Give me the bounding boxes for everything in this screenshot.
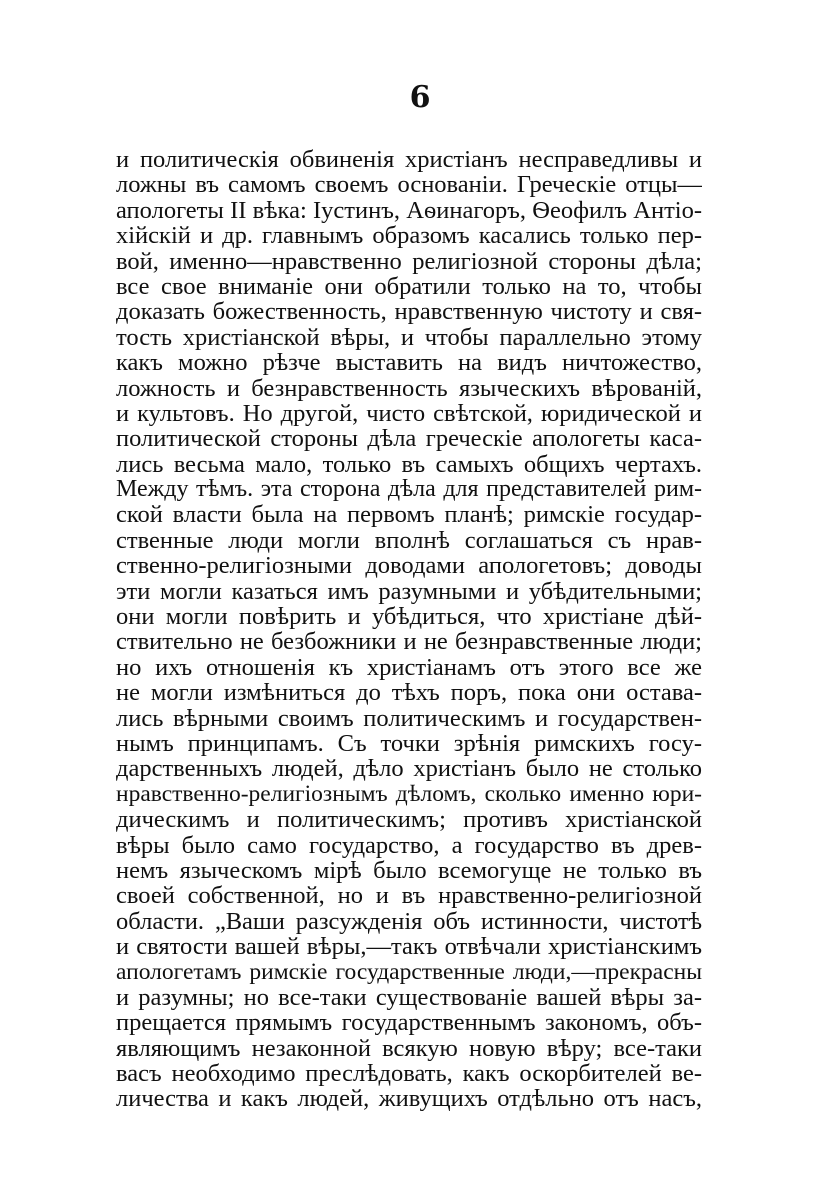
text-line: ложны въ самомъ своемъ основанiи. Греческiе отцы— bbox=[116, 172, 702, 198]
text-line: лись весьма мало, только въ самыхъ общихъ чертахъ. bbox=[116, 451, 702, 478]
text-line: и культовъ. Но другой, чисто свѣтской, юридической и bbox=[116, 400, 702, 427]
text-line: нравственно-религiознымъ дѣломъ, сколько именно юри- bbox=[116, 781, 702, 807]
text-line: ственные люди могли вполнѣ соглашаться съ нрав- bbox=[116, 527, 702, 554]
text-line: дическимъ и политическимъ; противъ христiанской bbox=[116, 807, 702, 833]
text-line: нымъ принципамъ. Съ точки зрѣнiя римскихъ госу- bbox=[116, 730, 702, 757]
text-line: своей собственной, но и въ нравственно-религiозной bbox=[116, 883, 702, 909]
text-line: они могли повѣрить и убѣдиться, что христiане дѣй- bbox=[116, 604, 702, 630]
text-line: Между тѣмъ. эта сторона дѣла для представителей рим- bbox=[116, 477, 702, 503]
text-line: не могли измѣниться до тѣхъ поръ, пока они остава- bbox=[116, 680, 702, 706]
text-line: апологетамъ римскiе государственные люди,—прекрасны bbox=[116, 959, 702, 985]
text-line: личества и какъ людей, живущихъ отдѣльно отъ насъ, bbox=[116, 1086, 702, 1112]
text-line: прещается прямымъ государственнымъ закономъ, объ- bbox=[116, 1010, 702, 1036]
text-line: ской власти была на первомъ планѣ; римскiе государ- bbox=[116, 502, 702, 528]
text-line: вѣры было само государство, а государство въ древ- bbox=[116, 832, 702, 858]
text-line: политической стороны дѣла греческiе апологеты каса- bbox=[116, 426, 702, 452]
text-line: тость христiанской вѣры, и чтобы параллельно этому bbox=[116, 324, 702, 351]
text-line: но ихъ отношенiя къ христiанамъ отъ этого все же bbox=[116, 654, 702, 681]
text-line: вой, именно—нравственно религiозной стороны дѣла; bbox=[116, 248, 702, 274]
text-line: и разумны; но все-таки существованiе вашей вѣры за- bbox=[116, 984, 702, 1011]
text-line: немъ языческомъ мiрѣ было всемогуще не только въ bbox=[116, 857, 702, 884]
text-line: лись вѣрными своимъ политическимъ и государствен- bbox=[116, 705, 702, 731]
text-line: дарственныхъ людей, дѣло христiанъ было не столько bbox=[116, 756, 702, 782]
text-line: и политическiя обвиненiя христiанъ несправедливы и bbox=[116, 147, 702, 173]
text-line: все свое вниманiе они обратили только на то, чтобы bbox=[116, 273, 702, 300]
text-line: доказать божественность, нравственную чистоту и свя- bbox=[116, 299, 702, 325]
text-line: какъ можно рѣзче выставить на видъ ничтожество, bbox=[116, 350, 702, 376]
text-line: ственно-религiозными доводами апологетовъ; доводы bbox=[116, 553, 702, 579]
text-line: васъ необходимо преслѣдовать, какъ оскорбителей ве- bbox=[116, 1061, 702, 1087]
text-line: области. „Ваши разсужденiя объ истинности, чистотѣ bbox=[116, 908, 702, 935]
body-text bbox=[116, 147, 702, 1112]
text-line: ложность и безнравственность языческихъ вѣрованiй, bbox=[116, 375, 702, 401]
text-line: являющимъ незаконной всякую новую вѣру; все-таки bbox=[116, 1035, 702, 1062]
text-line: и святости вашей вѣры,—такъ отвѣчали христiанскимъ bbox=[116, 934, 702, 960]
text-line: ствительно не безбожники и не безнравственные люди; bbox=[116, 629, 702, 655]
text-line: апологеты II вѣка: Iустинъ, Аѳинагоръ, Ѳеофилъ Антiо- bbox=[116, 197, 702, 224]
text-line: хiйскiй и др. главнымъ образомъ касались только пер- bbox=[116, 223, 702, 249]
page-number: 6 bbox=[409, 80, 431, 115]
text-line: эти могли казаться имъ разумными и убѣдительными; bbox=[116, 578, 702, 605]
